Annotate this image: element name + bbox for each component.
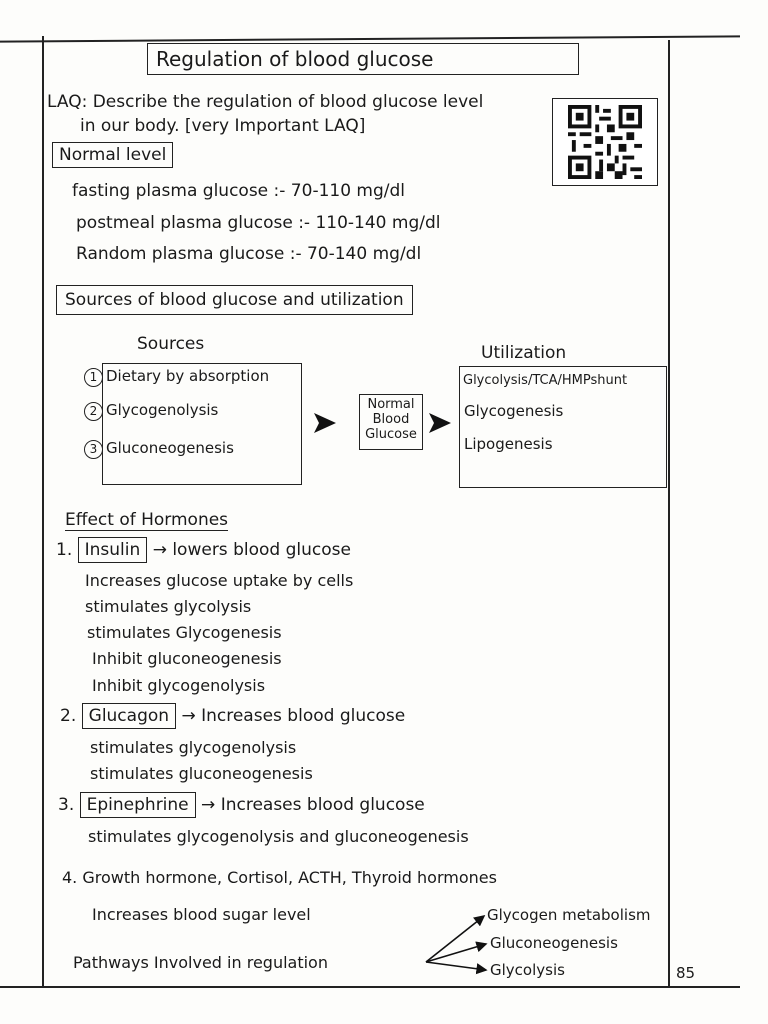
epinephrine-point-1: stimulates glycogenolysis and gluconeogenesis <box>88 827 469 846</box>
insulin-point-4: Inhibit gluconeogenesis <box>92 649 282 668</box>
utilization-label: Utilization <box>481 343 567 363</box>
source-number-1: 1 <box>84 368 103 387</box>
page-number: 85 <box>676 964 696 982</box>
epinephrine-line <box>58 795 425 815</box>
question-line-1: LAQ: Describe the regulation of blood glucose level <box>47 92 484 112</box>
utilization-item-2: Glycogenesis <box>464 402 564 420</box>
source-number-2: 2 <box>84 402 103 421</box>
other-hormones-line <box>62 868 497 887</box>
hormones-heading: Effect of Hormones <box>65 510 229 530</box>
page-top-rule <box>0 35 740 42</box>
utilization-item-3: Lipogenesis <box>464 435 553 453</box>
normal-level-postmeal: postmeal plasma glucose :- 110-140 mg/dl <box>76 213 441 233</box>
qr-code-icon <box>567 105 643 179</box>
insulin-point-2: stimulates glycolysis <box>85 597 252 616</box>
epinephrine-number: 3. <box>58 795 75 815</box>
left-margin-rule <box>42 36 44 988</box>
page-bottom-rule <box>0 986 740 988</box>
insulin-point-1: Increases glucose uptake by cells <box>85 571 354 590</box>
source-text-3: Gluconeogenesis <box>106 439 234 457</box>
pathway-item-3: Glycolysis <box>490 961 565 979</box>
sources-box <box>102 363 302 485</box>
insulin-point-3: stimulates Glycogenesis <box>87 623 282 642</box>
glucagon-point-2: stimulates gluconeogenesis <box>90 764 313 783</box>
source-text-1: Dietary by absorption <box>106 367 270 385</box>
sources-utilization-heading: Sources of blood glucose and utilization <box>56 285 413 315</box>
glucagon-effect: → Increases blood glucose <box>181 706 406 726</box>
insulin-effect: → lowers blood glucose <box>152 540 351 560</box>
arrow-right-icon <box>427 410 453 436</box>
insulin-number: 1. <box>56 540 73 560</box>
other-hormones-number: 4. <box>62 868 78 887</box>
center-word-blood: Blood <box>372 412 410 427</box>
question-line-2: in our body. [very Important LAQ] <box>80 116 366 136</box>
source-text-2: Glycogenolysis <box>106 401 219 419</box>
pathways-label: Pathways Involved in regulation <box>73 953 328 972</box>
right-margin-rule <box>668 40 670 988</box>
sources-label: Sources <box>137 334 205 354</box>
qr-code <box>552 98 658 186</box>
other-hormones-point: Increases blood sugar level <box>92 905 311 924</box>
arrow-right-icon <box>312 410 338 436</box>
normal-level-random: Random plasma glucose :- 70-140 mg/dl <box>76 244 422 264</box>
center-word-normal: Normal <box>367 397 415 412</box>
source-number-3: 3 <box>84 440 103 459</box>
glucagon-name: Glucagon <box>82 703 176 729</box>
pathway-item-2: Gluconeogenesis <box>490 934 618 952</box>
title-box <box>147 43 579 75</box>
page-title: Regulation of blood glucose <box>156 47 434 71</box>
utilization-item-1: Glycolysis/TCA/HMPshunt <box>463 373 628 388</box>
insulin-name: Insulin <box>78 537 148 563</box>
other-hormones-text: Growth hormone, Cortisol, ACTH, Thyroid hormones <box>82 868 497 887</box>
pathway-item-1: Glycogen metabolism <box>487 906 651 924</box>
pathway-arrows <box>420 908 492 980</box>
glucagon-line <box>60 706 405 726</box>
insulin-line <box>56 540 351 560</box>
center-word-glucose: Glucose <box>365 427 417 442</box>
insulin-point-5: Inhibit glycogenolysis <box>92 676 266 695</box>
epinephrine-name: Epinephrine <box>80 792 196 818</box>
glucagon-point-1: stimulates glycogenolysis <box>90 738 297 757</box>
normal-level-heading: Normal level <box>52 142 173 168</box>
normal-level-fasting: fasting plasma glucose :- 70-110 mg/dl <box>72 181 406 201</box>
normal-blood-glucose-box <box>359 394 423 450</box>
epinephrine-effect: → Increases blood glucose <box>201 795 425 815</box>
glucagon-number: 2. <box>60 706 77 726</box>
